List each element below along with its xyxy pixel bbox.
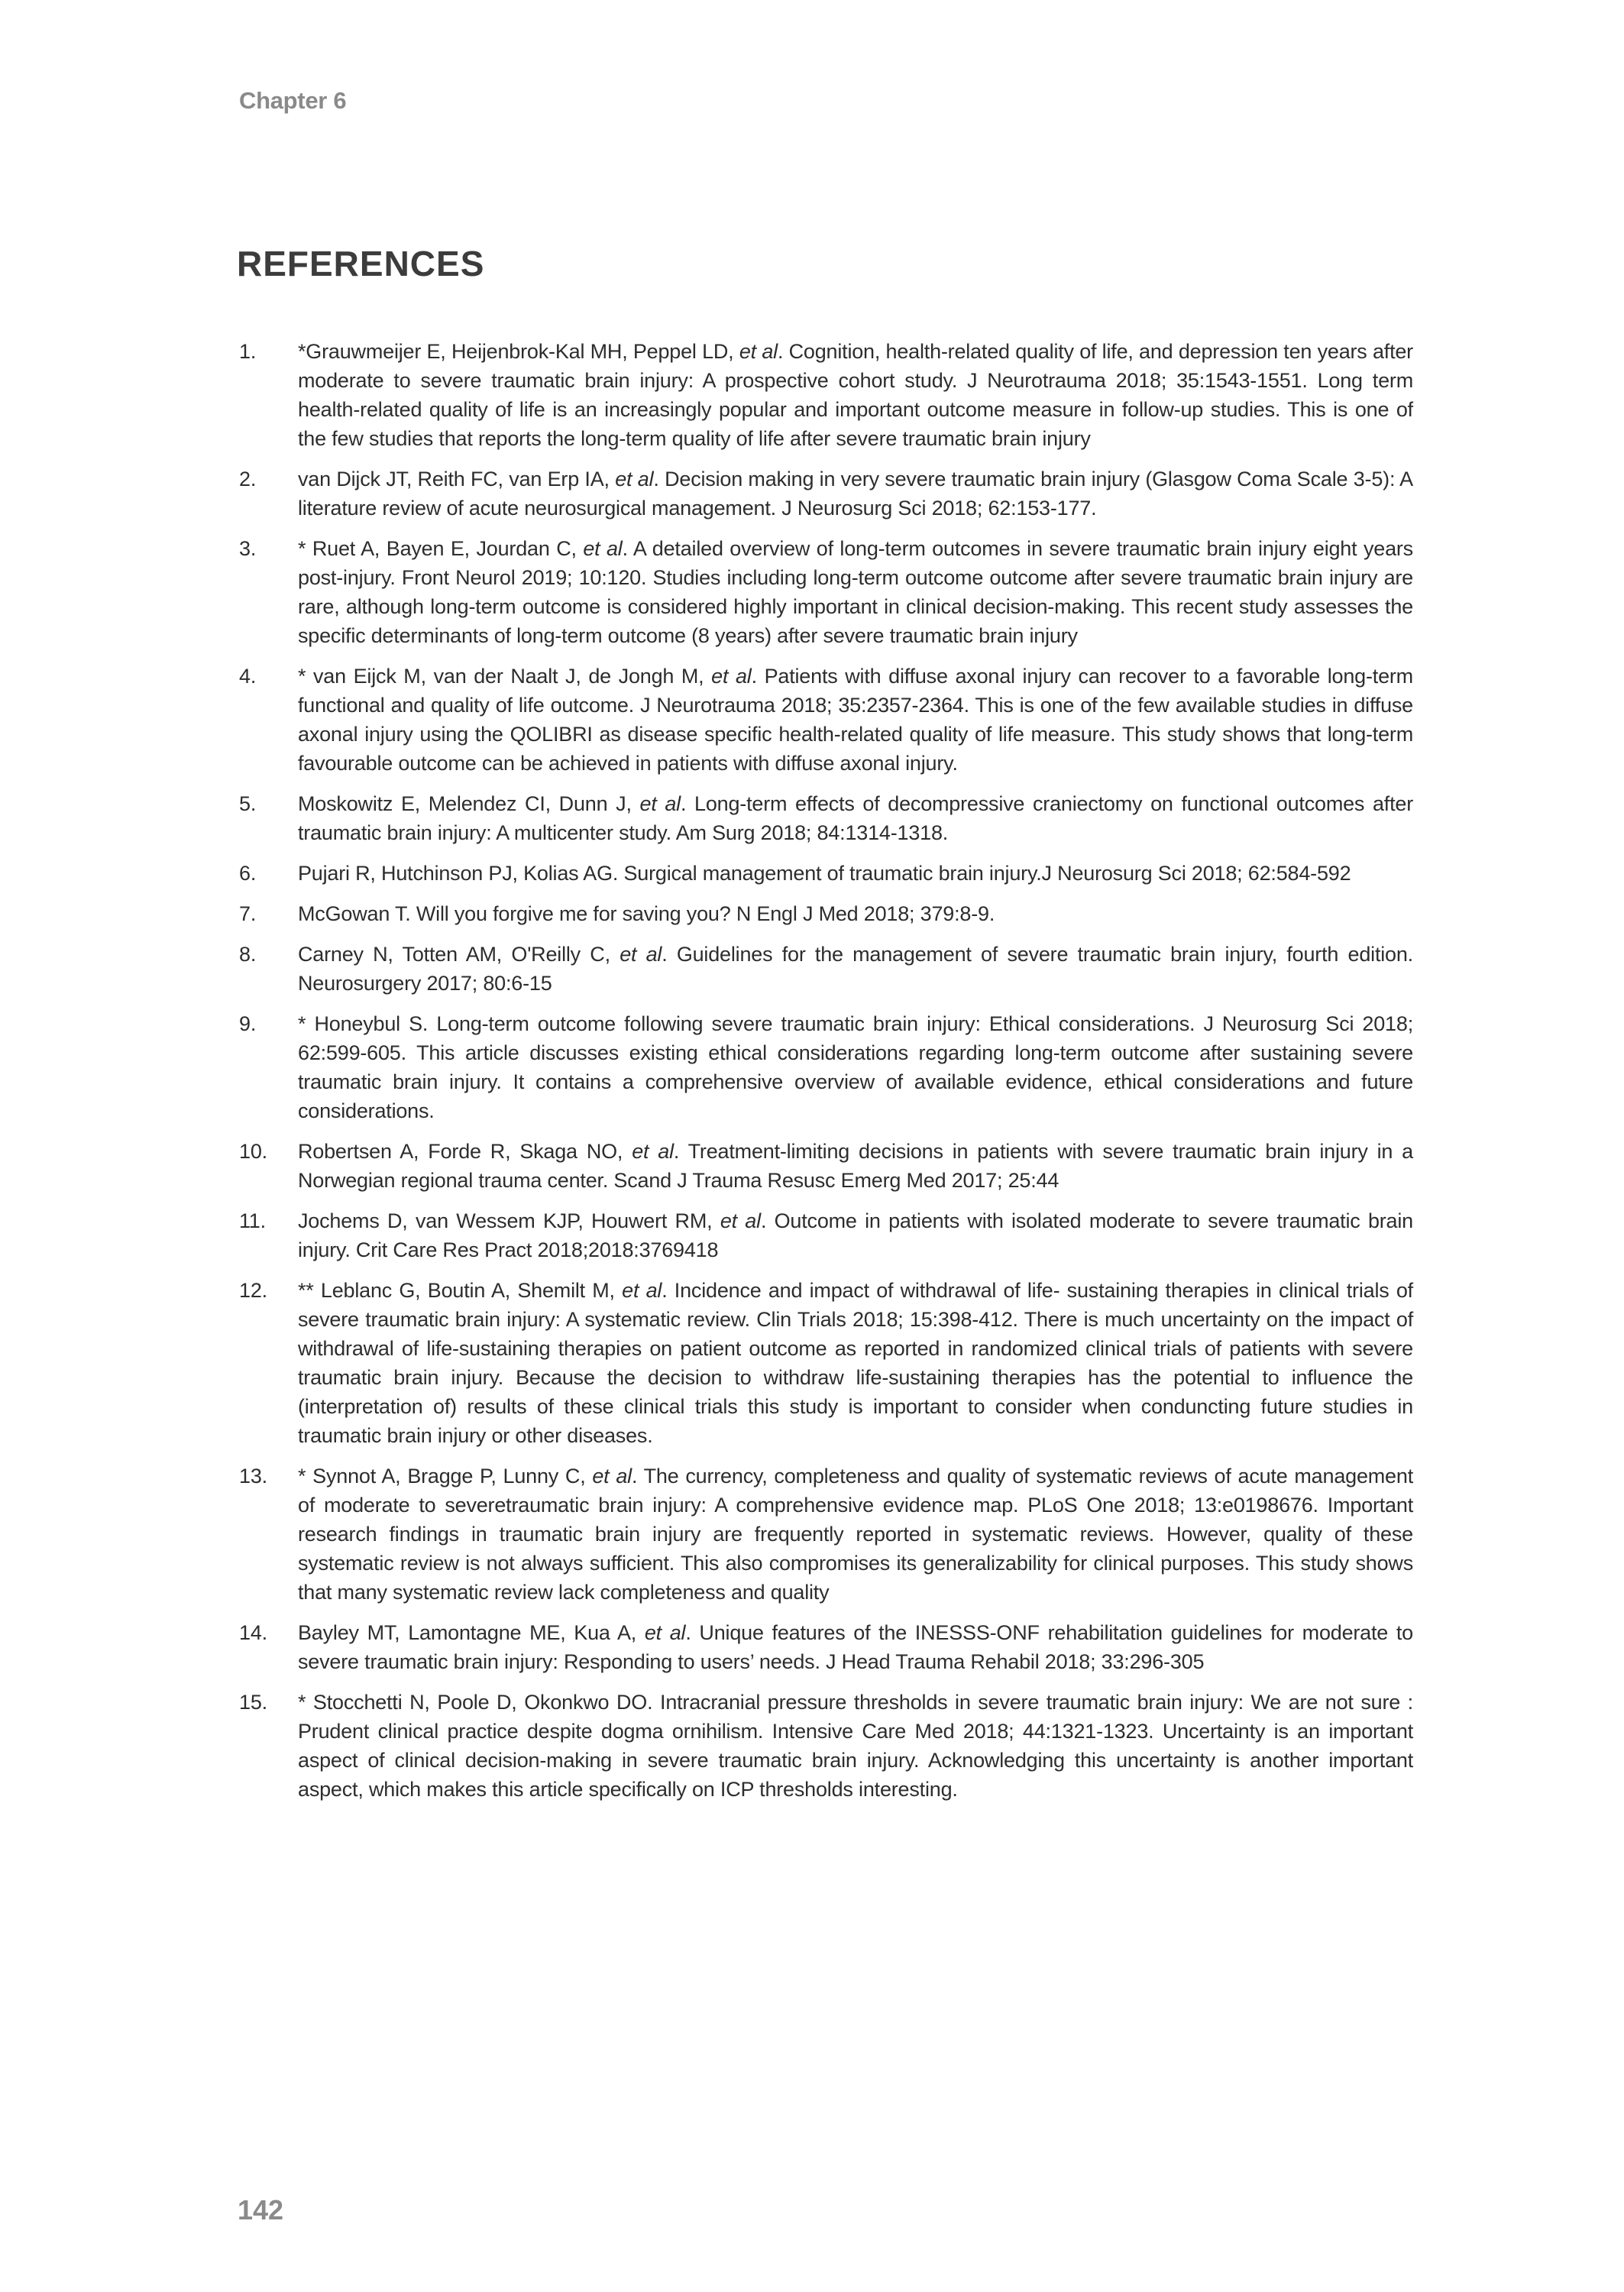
reference-item	[239, 1688, 1413, 1804]
reference-number: 3.	[239, 537, 257, 560]
reference-list	[239, 337, 1413, 1815]
reference-item	[239, 859, 1413, 888]
reference-text: Pujari R, Hutchinson PJ, Kolias AG. Surgical management of traumatic brain injury.J Neurosurg Sci 2018; 62:584-592	[298, 862, 1351, 885]
reference-text: * Stocchetti N, Poole D, Okonkwo DO. Intracranial pressure thresholds in severe traumatic brain injury: We are not sure : Prudent clinical practice despite dogma ornihilism. Intensive Care Med 2018; 44:1321-1323. Uncertainty is an important aspect of clinical decision-making in severe traumatic brain injury. Acknowledging this uncertainty is another important aspect, which makes this article specifically on ICP thresholds interesting.	[298, 1691, 1413, 1801]
reference-text: Robertsen A, Forde R, Skaga NO, et al. Treatment-limiting decisions in patients with severe traumatic brain injury in a Norwegian regional trauma center. Scand J Trauma Resusc Emerg Med 2017; 25:44	[298, 1140, 1413, 1192]
reference-text: * Ruet A, Bayen E, Jourdan C, et al. A detailed overview of long-term outcomes in severe traumatic brain injury eight years post-injury. Front Neurol 2019; 10:120. Studies including long-term outcome outcome after severe traumatic brain injury are rare, although long-term outcome is considered highly important in clinical decision-making. This recent study assesses the specific determinants of long-term outcome (8 years) after severe traumatic brain injury	[298, 537, 1413, 647]
reference-text: *Grauwmeijer E, Heijenbrok-Kal MH, Peppel LD, et al. Cognition, health-related quality of life, and depression ten years after moderate to severe traumatic brain injury: A prospective cohort study. J Neurotrauma 2018; 35:1543-1551. Long term health-related quality of life is an increasingly popular and important outcome measure in follow-up studies. This is one of the few studies that reports the long-term quality of life after severe traumatic brain injury	[298, 340, 1413, 450]
reference-number: 5.	[239, 792, 257, 815]
reference-item	[239, 1462, 1413, 1607]
reference-item	[239, 465, 1413, 523]
reference-item	[239, 534, 1413, 650]
reference-text: * van Eijck M, van der Naalt J, de Jongh M, et al. Patients with diffuse axonal injury can recover to a favorable long-term functional and quality of life outcome. J Neurotrauma 2018; 35:2357-2364. This is one of the few available studies in diffuse axonal injury using the QOLIBRI as disease specific health-related quality of life measure. This study shows that long-term favourable outcome can be achieved in patients with diffuse axonal injury.	[298, 665, 1413, 775]
reference-text: Bayley MT, Lamontagne ME, Kua A, et al. Unique features of the INESSS-ONF rehabilitation guidelines for moderate to severe traumatic brain injury: Responding to users’ needs. J Head Trauma Rehabil 2018; 33:296-305	[298, 1621, 1413, 1673]
reference-number: 8.	[239, 943, 257, 966]
reference-item	[239, 1618, 1413, 1676]
reference-number: 14.	[239, 1621, 267, 1644]
reference-number: 10.	[239, 1140, 267, 1163]
reference-number: 7.	[239, 902, 257, 925]
reference-number: 2.	[239, 468, 257, 490]
reference-text: McGowan T. Will you forgive me for saving you? N Engl J Med 2018; 379:8-9.	[298, 902, 995, 925]
reference-text: van Dijck JT, Reith FC, van Erp IA, et al. Decision making in very severe traumatic brain injury (Glasgow Coma Scale 3-5): A literature review of acute neurosurgical management. J Neurosurg Sci 2018; 62:153-177.	[298, 468, 1413, 520]
reference-number: 11.	[239, 1209, 266, 1232]
reference-item	[239, 1137, 1413, 1195]
chapter-label: Chapter 6	[239, 87, 347, 114]
reference-item	[239, 337, 1413, 453]
reference-item	[239, 940, 1413, 998]
reference-text: ** Leblanc G, Boutin A, Shemilt M, et al. Incidence and impact of withdrawal of life- sustaining therapies in clinical trials of severe traumatic brain injury: A systematic review. Clin Trials 2018; 15:398-412. There is much uncertainty on the impact of withdrawal of life-sustaining therapies on patient outcome as reported in randomized clinical trials of patients with severe traumatic brain injury. Because the decision to withdraw life-sustaining therapies has the potential to influence the (interpretation of) results of these clinical trials this study is important to consider when conduncting future studies in traumatic brain injury or other diseases.	[298, 1279, 1413, 1447]
reference-number: 1.	[239, 340, 257, 363]
reference-number: 4.	[239, 665, 257, 688]
page-number: 142	[238, 2194, 284, 2226]
reference-text: * Synnot A, Bragge P, Lunny C, et al. The currency, completeness and quality of systematic reviews of acute management of moderate to severetraumatic brain injury: A comprehensive evidence map. PLoS One 2018; 13:e0198676. Important research findings in traumatic brain injury are frequently reported in systematic reviews. However, quality of these systematic review is not always sufficient. This also compromises its generalizability for clinical purposes. This study shows that many systematic review lack completeness and quality	[298, 1465, 1413, 1604]
reference-item	[239, 789, 1413, 847]
reference-item	[239, 1206, 1413, 1264]
reference-text: Jochems D, van Wessem KJP, Houwert RM, et al. Outcome in patients with isolated moderate to severe traumatic brain injury. Crit Care Res Pract 2018;2018:3769418	[298, 1209, 1413, 1261]
reference-text: Carney N, Totten AM, O'Reilly C, et al. Guidelines for the management of severe traumatic brain injury, fourth edition. Neurosurgery 2017; 80:6-15	[298, 943, 1413, 995]
reference-number: 15.	[239, 1691, 267, 1714]
reference-number: 12.	[239, 1279, 267, 1302]
reference-number: 13.	[239, 1465, 267, 1488]
reference-item	[239, 1276, 1413, 1450]
reference-number: 9.	[239, 1012, 257, 1035]
reference-number: 6.	[239, 862, 257, 885]
reference-item	[239, 1009, 1413, 1125]
reference-text: * Honeybul S. Long-term outcome following severe traumatic brain injury: Ethical considerations. J Neurosurg Sci 2018; 62:599-605. This article discusses existing ethical considerations regarding long-term outcome after sustaining severe traumatic brain injury. It contains a comprehensive overview of available evidence, ethical considerations and future considerations.	[298, 1012, 1413, 1122]
reference-item	[239, 899, 1413, 928]
page-title: REFERENCES	[237, 244, 485, 283]
reference-item	[239, 662, 1413, 778]
reference-text: Moskowitz E, Melendez CI, Dunn J, et al. Long-term effects of decompressive craniectomy on functional outcomes after traumatic brain injury: A multicenter study. Am Surg 2018; 84:1314-1318.	[298, 792, 1413, 844]
